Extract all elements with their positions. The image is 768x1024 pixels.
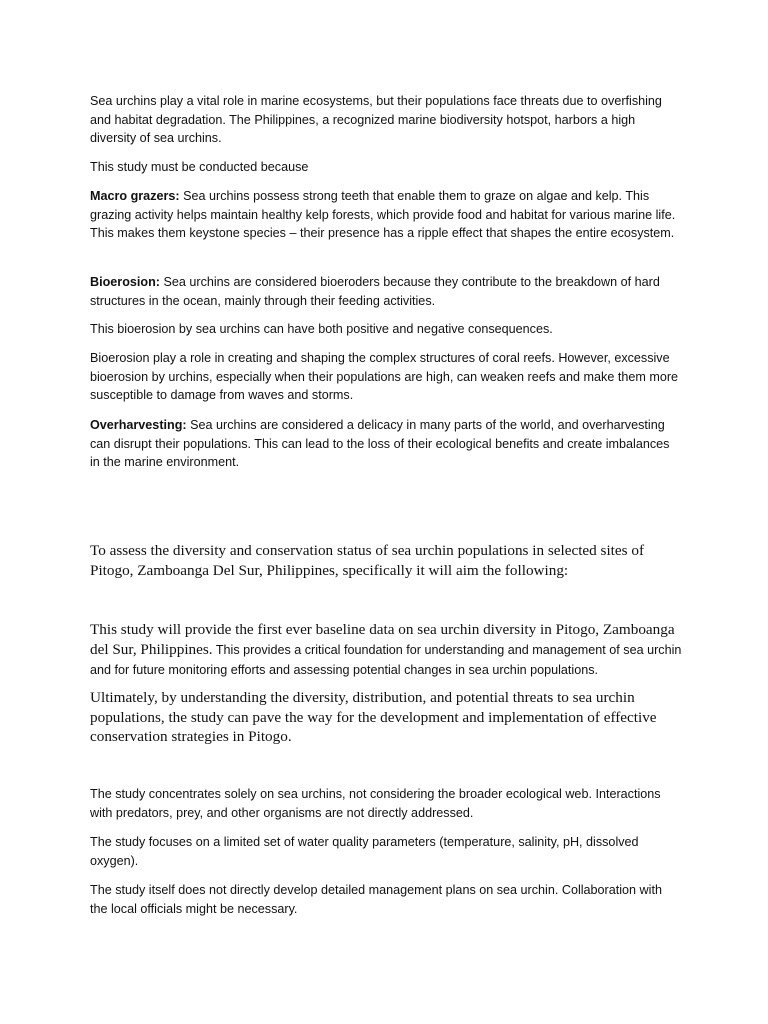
overharvesting-text: Sea urchins are considered a delicacy in many parts of the world, and overharvesting can disrupt their populations. This can lead to the loss of their ecological benefits and create imbalances in the marine environment. [90,418,670,469]
bioerosion-consequences: This bioerosion by sea urchins can have both positive and negative consequences. [90,322,553,336]
limitation-1: The study concentrates solely on sea urchins, not considering the broader ecological web. Interactions with predators, prey, and other organisms are not directly addressed. [90,787,661,820]
macro-grazers-term: Macro grazers: [90,189,180,203]
overharvesting-paragraph [90,416,682,472]
bioerosion-paragraph [90,273,682,310]
bioerosion-term: Bioerosion: [90,275,160,289]
study-rationale-lead: This study must be conducted because [90,160,309,174]
bioerosion-reef-paragraph: Bioerosion play a role in creating and shaping the complex structures of coral reefs. However, excessive bioerosion by urchins, especially when their populations are high, can weaken reefs and make them more susceptible to damage from waves and storms. [90,351,679,402]
significance-serif-text: This study will provide the first ever baseline data on sea urchin diversity in Pitogo, Zamboanga del Sur, Philippines. [90,621,675,658]
intro-paragraph: Sea urchins play a vital role in marine ecosystems, but their populations face threats due to overfishing and habitat degradation. The Philippines, a recognized marine biodiversity hotspot, harbors a high diversity of sea urchins. [90,94,662,145]
overharvesting-term: Overharvesting: [90,418,187,432]
macro-grazers-text: Sea urchins possess strong teeth that enable them to graze on algae and kelp. This grazing activity helps maintain healthy kelp forests, which provide food and habitat for various marine life. This makes them keystone species – their presence has a ripple effect that shapes the entire ecosystem. [90,189,676,240]
ultimately-paragraph: Ultimately, by understanding the diversity, distribution, and potential threats to sea urchin populations, the study can pave the way for the development and implementation of effective conservation strategies in Pitogo. [90,689,657,745]
limitation-2: The study focuses on a limited set of water quality parameters (temperature, salinity, pH, dissolved oxygen). [90,835,639,868]
significance-sans-text: This provides a critical foundation for understanding and management of sea urchin and for future monitoring efforts and assessing potential changes in sea urchin populations. [90,642,682,677]
macro-grazers-paragraph [90,187,682,243]
limitation-3: The study itself does not directly develop detailed management plans on sea urchin. Collaboration with the local officials might be necessary. [90,883,662,916]
objective-paragraph: To assess the diversity and conservation status of sea urchin populations in selected sites of Pitogo, Zamboanga Del Sur, Philippines, specifically it will aim the following: [90,542,645,579]
bioerosion-text: Sea urchins are considered bioeroders because they contribute to the breakdown of hard structures in the ocean, mainly through their feeding activities. [90,275,660,308]
significance-paragraph [90,620,682,681]
